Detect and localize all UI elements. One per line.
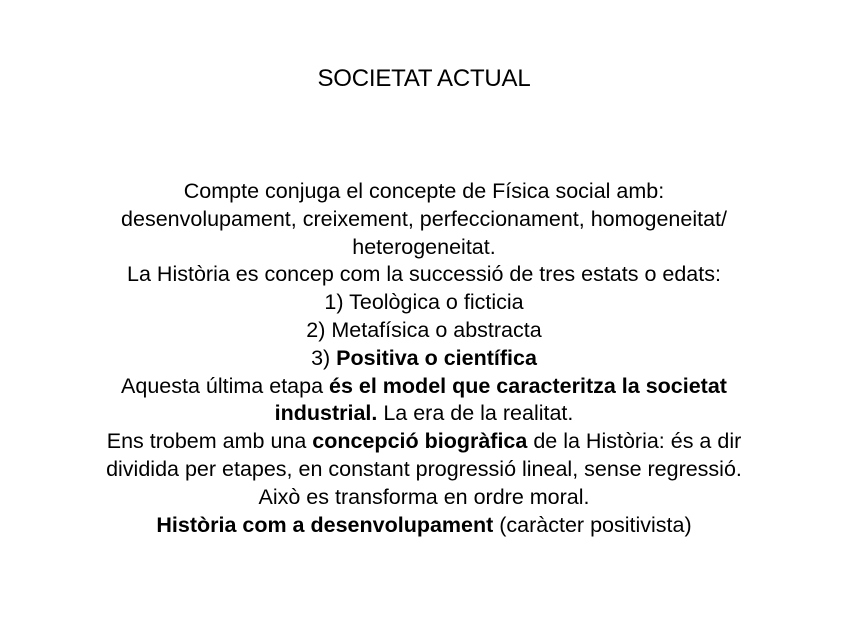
bold-text-run: Positiva o científica xyxy=(336,345,537,370)
body-line xyxy=(30,373,818,401)
text-run: La era de la realitat. xyxy=(377,401,574,426)
body-line xyxy=(30,206,818,234)
body-line xyxy=(30,178,818,206)
body-line xyxy=(30,484,818,512)
text-run: dividida per etapes, en constant progressió lineal, sense regressió. xyxy=(106,456,742,481)
text-run: La Història es concep com la successió de tres estats o edats: xyxy=(127,262,721,287)
body-line xyxy=(30,428,818,456)
text-run: 3) xyxy=(311,345,337,370)
body-line xyxy=(30,289,818,317)
bold-text-run: concepció biogràfica xyxy=(312,429,528,454)
body-line xyxy=(30,512,818,540)
text-run: (caràcter positivista) xyxy=(493,512,692,537)
body-line xyxy=(30,317,818,345)
body-line xyxy=(30,234,818,262)
bold-text-run: industrial. xyxy=(274,401,378,426)
text-run: heterogeneitat. xyxy=(352,234,496,259)
text-run: de la Història: és a dir xyxy=(527,429,742,454)
body-line xyxy=(30,456,818,484)
slide-title: SOCIETAT ACTUAL xyxy=(317,65,531,92)
bold-text-run: Història com a desenvolupament xyxy=(156,512,494,537)
slide-body-text xyxy=(30,178,818,539)
text-run: Això es transforma en ordre moral. xyxy=(258,484,590,509)
text-run: Ens trobem amb una xyxy=(106,429,313,454)
body-line xyxy=(30,345,818,373)
text-run: Compte conjuga el concepte de Física social amb: xyxy=(183,179,665,203)
text-run: Aquesta última etapa xyxy=(121,373,330,398)
body-line xyxy=(30,400,818,428)
text-run: 1) Teològica o ficticia xyxy=(324,290,524,315)
text-run: desenvolupament, creixement, perfeccionament, homogeneitat/ xyxy=(121,206,727,231)
text-run: 2) Metafísica o abstracta xyxy=(306,317,542,342)
body-line xyxy=(30,261,818,289)
bold-text-run: és el model que caracteritza la societat xyxy=(329,373,727,398)
